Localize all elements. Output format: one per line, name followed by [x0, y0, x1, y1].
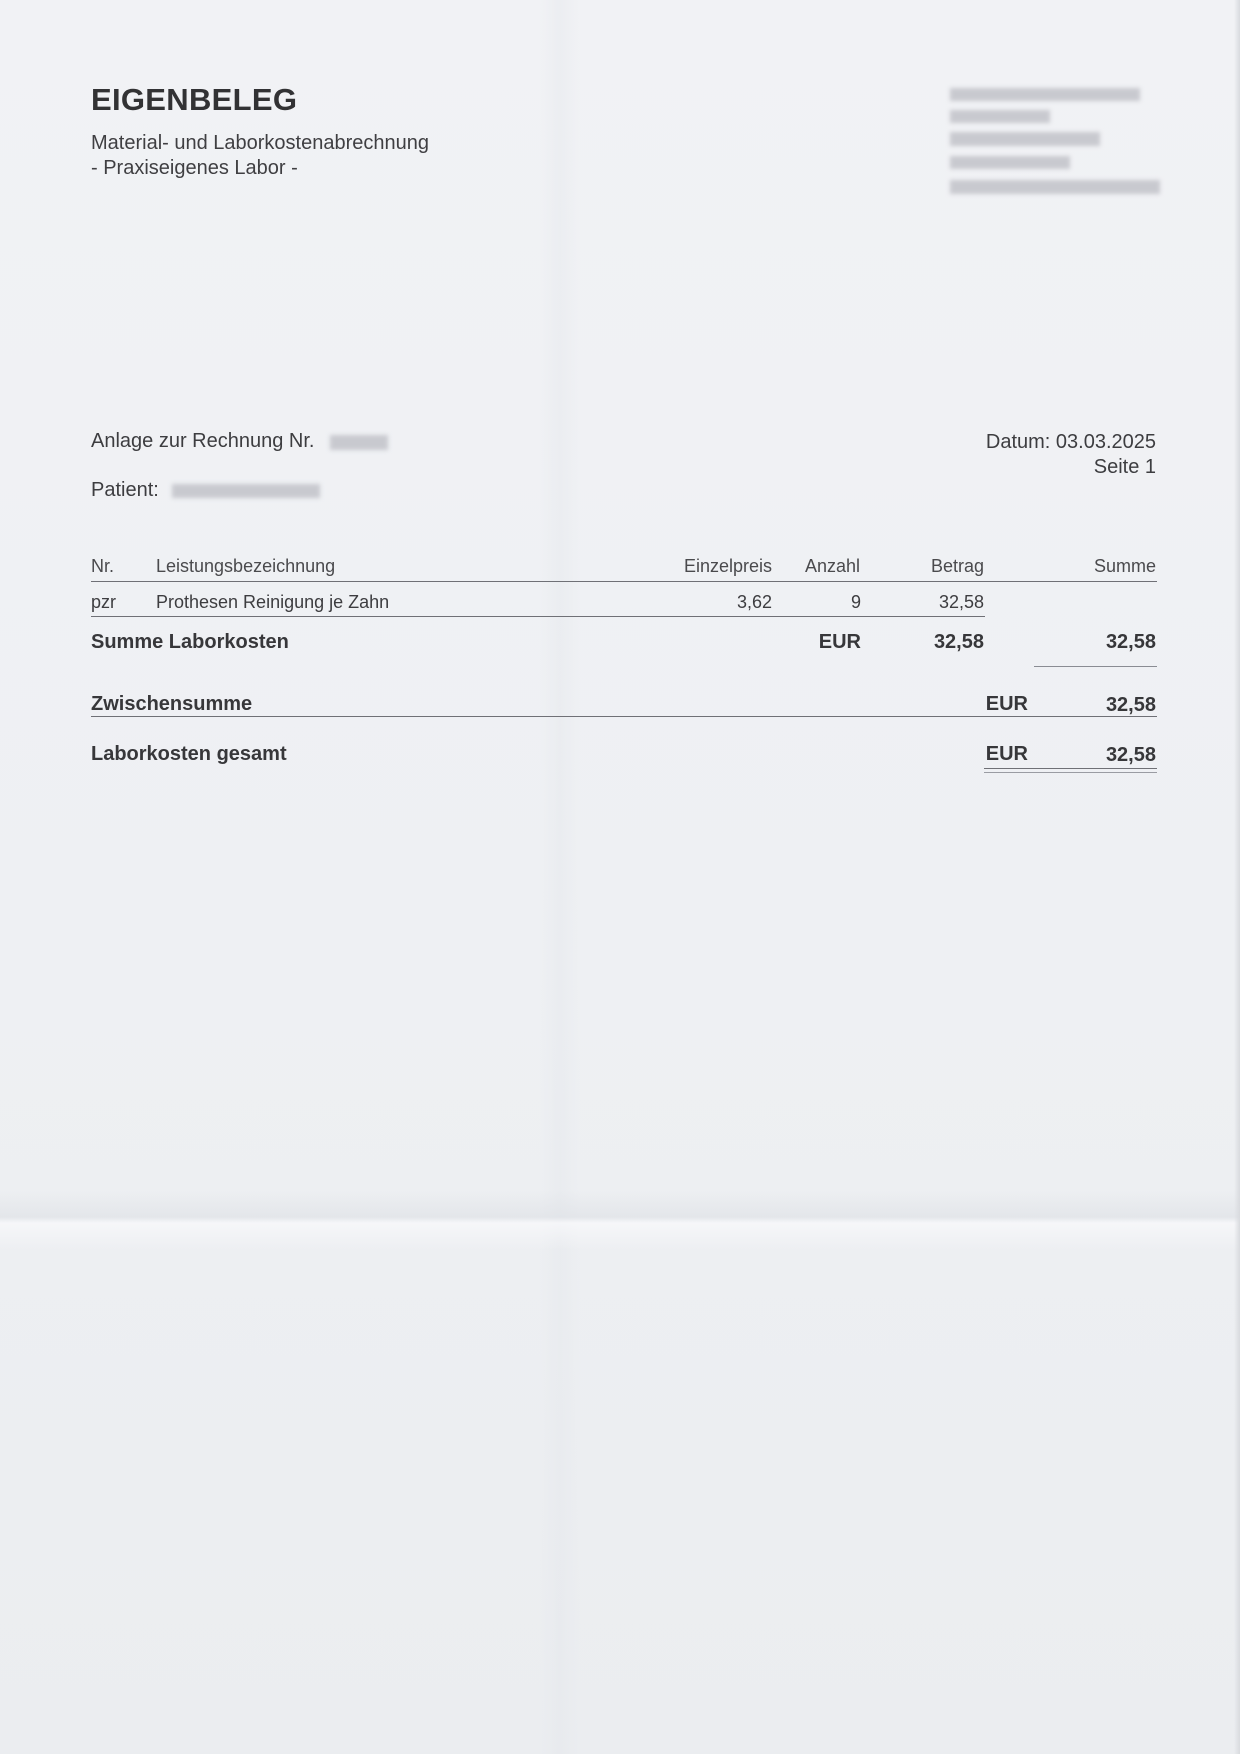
summe-laborkosten-label: Summe Laborkosten — [91, 631, 289, 653]
date-page-block — [986, 430, 1156, 480]
gesamt-double-rule-top — [984, 768, 1157, 769]
anlage-label: Anlage zur Rechnung Nr. — [91, 430, 315, 452]
zwischensumme-label: Zwischensumme — [91, 693, 253, 715]
zwischensumme-currency: EUR — [985, 693, 1028, 715]
zwischensumme-rule — [91, 716, 1157, 717]
invoice-reference — [91, 430, 314, 453]
col-header-summe: Summe — [1093, 556, 1156, 576]
summe-laborkosten-summe: 32,58 — [1105, 631, 1156, 653]
col-header-betrag: Betrag — [930, 556, 984, 576]
laborkosten-gesamt-summe: 32,58 — [1105, 744, 1156, 766]
row-1-bezeichnung: Prothesen Reinigung je Zahn — [156, 592, 390, 612]
subtitle-line-2: - Praxiseigenes Labor - — [91, 157, 298, 179]
header-rule — [91, 581, 1157, 582]
page-number: Seite 1 — [1093, 456, 1156, 478]
gesamt-double-rule-bottom — [984, 772, 1157, 773]
row-1-betrag: 32,58 — [938, 592, 984, 612]
document-subtitle — [91, 131, 429, 181]
patient-label: Patient: — [91, 479, 159, 501]
summe-laborkosten-currency: EUR — [818, 631, 861, 653]
redacted-patient-name — [172, 484, 320, 498]
col-header-nr: Nr. — [91, 556, 115, 576]
laborkosten-gesamt-label: Laborkosten gesamt — [91, 743, 287, 765]
redacted-invoice-number — [330, 435, 388, 450]
paper-edge-shadow — [1234, 0, 1240, 1754]
document-date: Datum: 03.03.2025 — [985, 431, 1156, 453]
row-1-anzahl: 9 — [850, 592, 861, 612]
row-1-einzelpreis: 3,62 — [736, 592, 772, 612]
summe-underline — [1034, 666, 1157, 667]
laborkosten-gesamt-currency: EUR — [985, 743, 1028, 765]
col-header-bezeichnung: Leistungsbezeichnung — [156, 556, 336, 576]
zwischensumme-summe: 32,58 — [1105, 694, 1156, 716]
summe-laborkosten-betrag: 32,58 — [933, 631, 984, 653]
col-header-einzelpreis: Einzelpreis — [683, 556, 772, 576]
document-title: EIGENBELEG — [91, 82, 298, 117]
paper-fold-horizontal — [0, 1190, 1240, 1250]
paper-fold-vertical — [540, 0, 580, 1754]
col-header-anzahl: Anzahl — [804, 556, 860, 576]
row-rule — [91, 616, 985, 617]
subtitle-line-1: Material- und Laborkostenabrechnung — [91, 132, 429, 154]
row-1-nr: pzr — [91, 592, 117, 612]
patient-line — [91, 479, 159, 502]
